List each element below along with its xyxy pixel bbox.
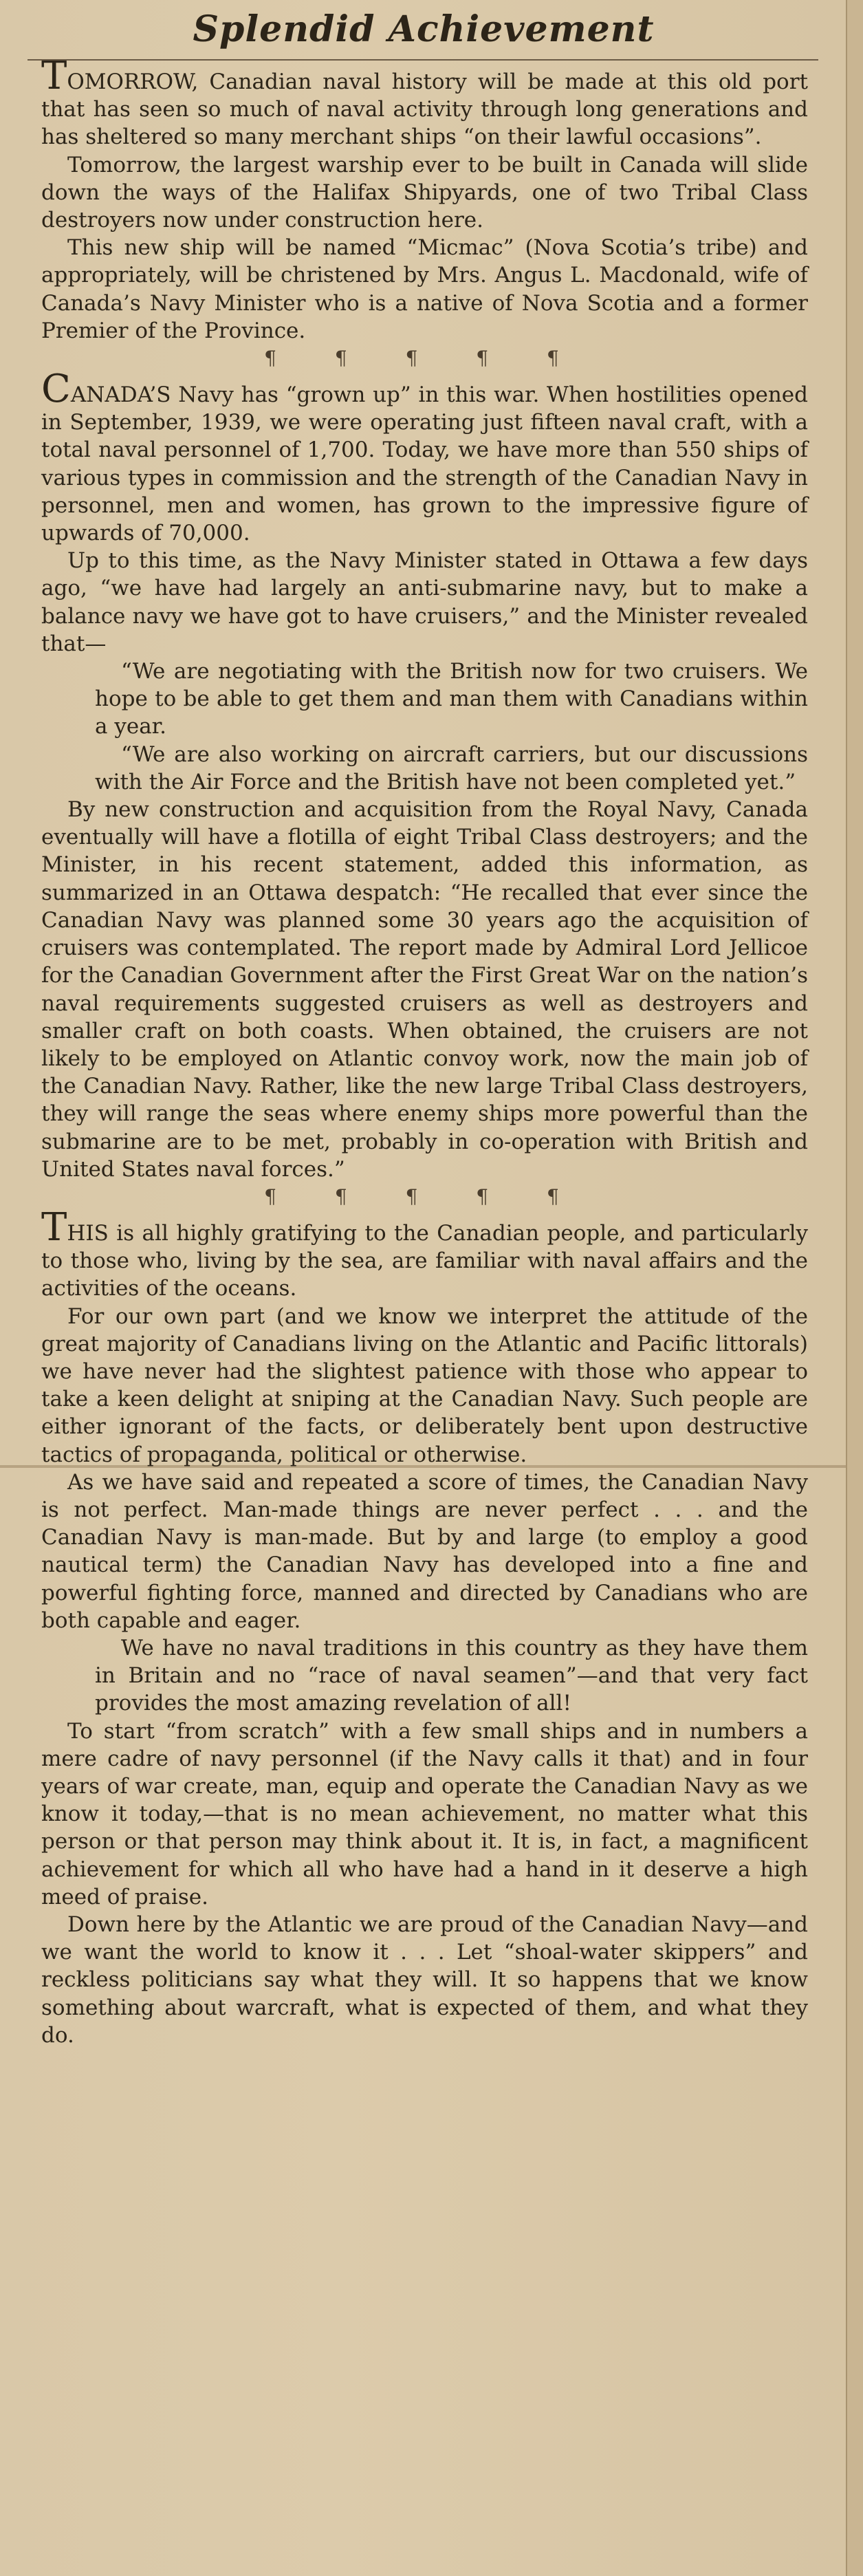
section-ornament: ¶ ¶ ¶ ¶ ¶ [264,347,585,370]
quoted-paragraph: “We are negotiating with the British now for two cruisers. We hope to be able to get them and man them with Canadians within a year. [95,659,808,739]
paragraph: CANADA’S Navy has “grown up” in this war. When hostilities opened in September, 1939, we were operating just fifteen naval craft, with a total naval personnel of 1,700. Today, we have more than 550 ships of various types in commission and the strength of the Canadian Navy in personnel, men and women, has grown to the impressive figure of upwards of 70,000. [41,367,808,546]
article-body [41,54,808,2049]
quoted-paragraph: We have no naval traditions in this country as they have them in Britain and no “race of naval seamen”—and that very fact provides the most amazing revelation of all! [95,1635,808,1716]
section-ornament: ¶ ¶ ¶ ¶ ¶ [264,1184,585,1208]
paragraph: This new ship will be named “Micmac” (Nova Scotia’s tribe) and appropriately, will be christened by Mrs. Angus L. Macdonald, wife of Canada’s Navy Minister who is a native of Nova Scotia and a former Premier of the Province. [41,235,808,343]
adjacent-clipping-edge [846,0,863,2576]
quoted-paragraph: “We are also working on aircraft carriers, but our discussions with the Air Force and the British have not been completed yet.” [95,742,808,794]
paragraph: As we have said and repeated a score of times, the Canadian Navy is not perfect. Man-made things are never perfect . . . and the Canadian Navy is man-made. But by and large (to employ a good nautical term) the Canadian Navy has developed into a fine and powerful fighting force, manned and directed by Canadians who are both capable and eager. [41,1469,808,1633]
paragraph: TOMORROW, Canadian naval history will be made at this old port that has seen so much of naval activity through long generations and has sheltered so many merchant ships “on their lawful occasions”. [41,54,808,150]
paragraph: Tomorrow, the largest warship ever to be built in Canada will slide down the ways of the Halifax Shipyards, one of two Tribal Class destroyers now under construction here. [41,152,808,233]
paragraph: Down here by the Atlantic we are proud of the Canadian Navy—and we want the world to know it . . . Let “shoal-water skippers” and reckless politicians say what they will. It so happens that we know something about warcraft, what is expected of them, and what they do. [41,1912,808,2048]
paragraph: THIS is all highly gratifying to the Canadian people, and particularly to those who, living by the sea, are familiar with naval affairs and the activities of the oceans. [41,1204,808,1301]
title-rule [28,59,818,61]
paragraph: For our own part (and we know we interpret the attitude of the great majority of Canadians living on the Atlantic and Pacific littorals) we have never had the slightest patience with those who appear to take a keen delight at sniping at the Canadian Navy. Such people are either ignorant of the facts, or deliberately bent upon destructive tactics of propaganda, political or otherwise. [41,1303,808,1467]
article-title: Splendid Achievement [193,8,655,50]
paragraph: Up to this time, as the Navy Minister stated in Ottawa a few days ago, “we have had largely an anti-submarine navy, but to make a balance navy we have got to have cruisers,” and the Minister revealed that— [41,548,808,656]
paragraph: To start “from scratch” with a few small ships and in numbers a mere cadre of navy personnel (if the Navy calls it that) and in four years of war create, man, equip and operate the Canadian Navy as we know it today,—that is no mean achievement, no matter what this person or that person may think about it. It is, in fact, a magnificent achievement for which all who have had a hand in it deserve a high meed of praise. [41,1718,808,1909]
paragraph: By new construction and acquisition from the Royal Navy, Canada eventually will have a flotilla of eight Tribal Class destroyers; and the Minister, in his recent statement, added this information, as summarized in an Ottawa despatch: “He recalled that ever since the Canadian Navy was planned some 30 years ago the acquisition of cruisers was contemplated. The report made by Admiral Lord Jellicoe for the Canadian Government after the First Great War on the nation’s naval requirements suggested cruisers as well as destroyers and smaller craft on both coasts. When obtained, the cruisers are not likely to be employed on Atlantic convoy work, now the main job of the Canadian Navy. Rather, like the new large Tribal Class destroyers, they will range the seas where enemy ships more powerful than the submarine are to be met, probably in co-operation with British and United States naval forces.” [41,797,808,1182]
